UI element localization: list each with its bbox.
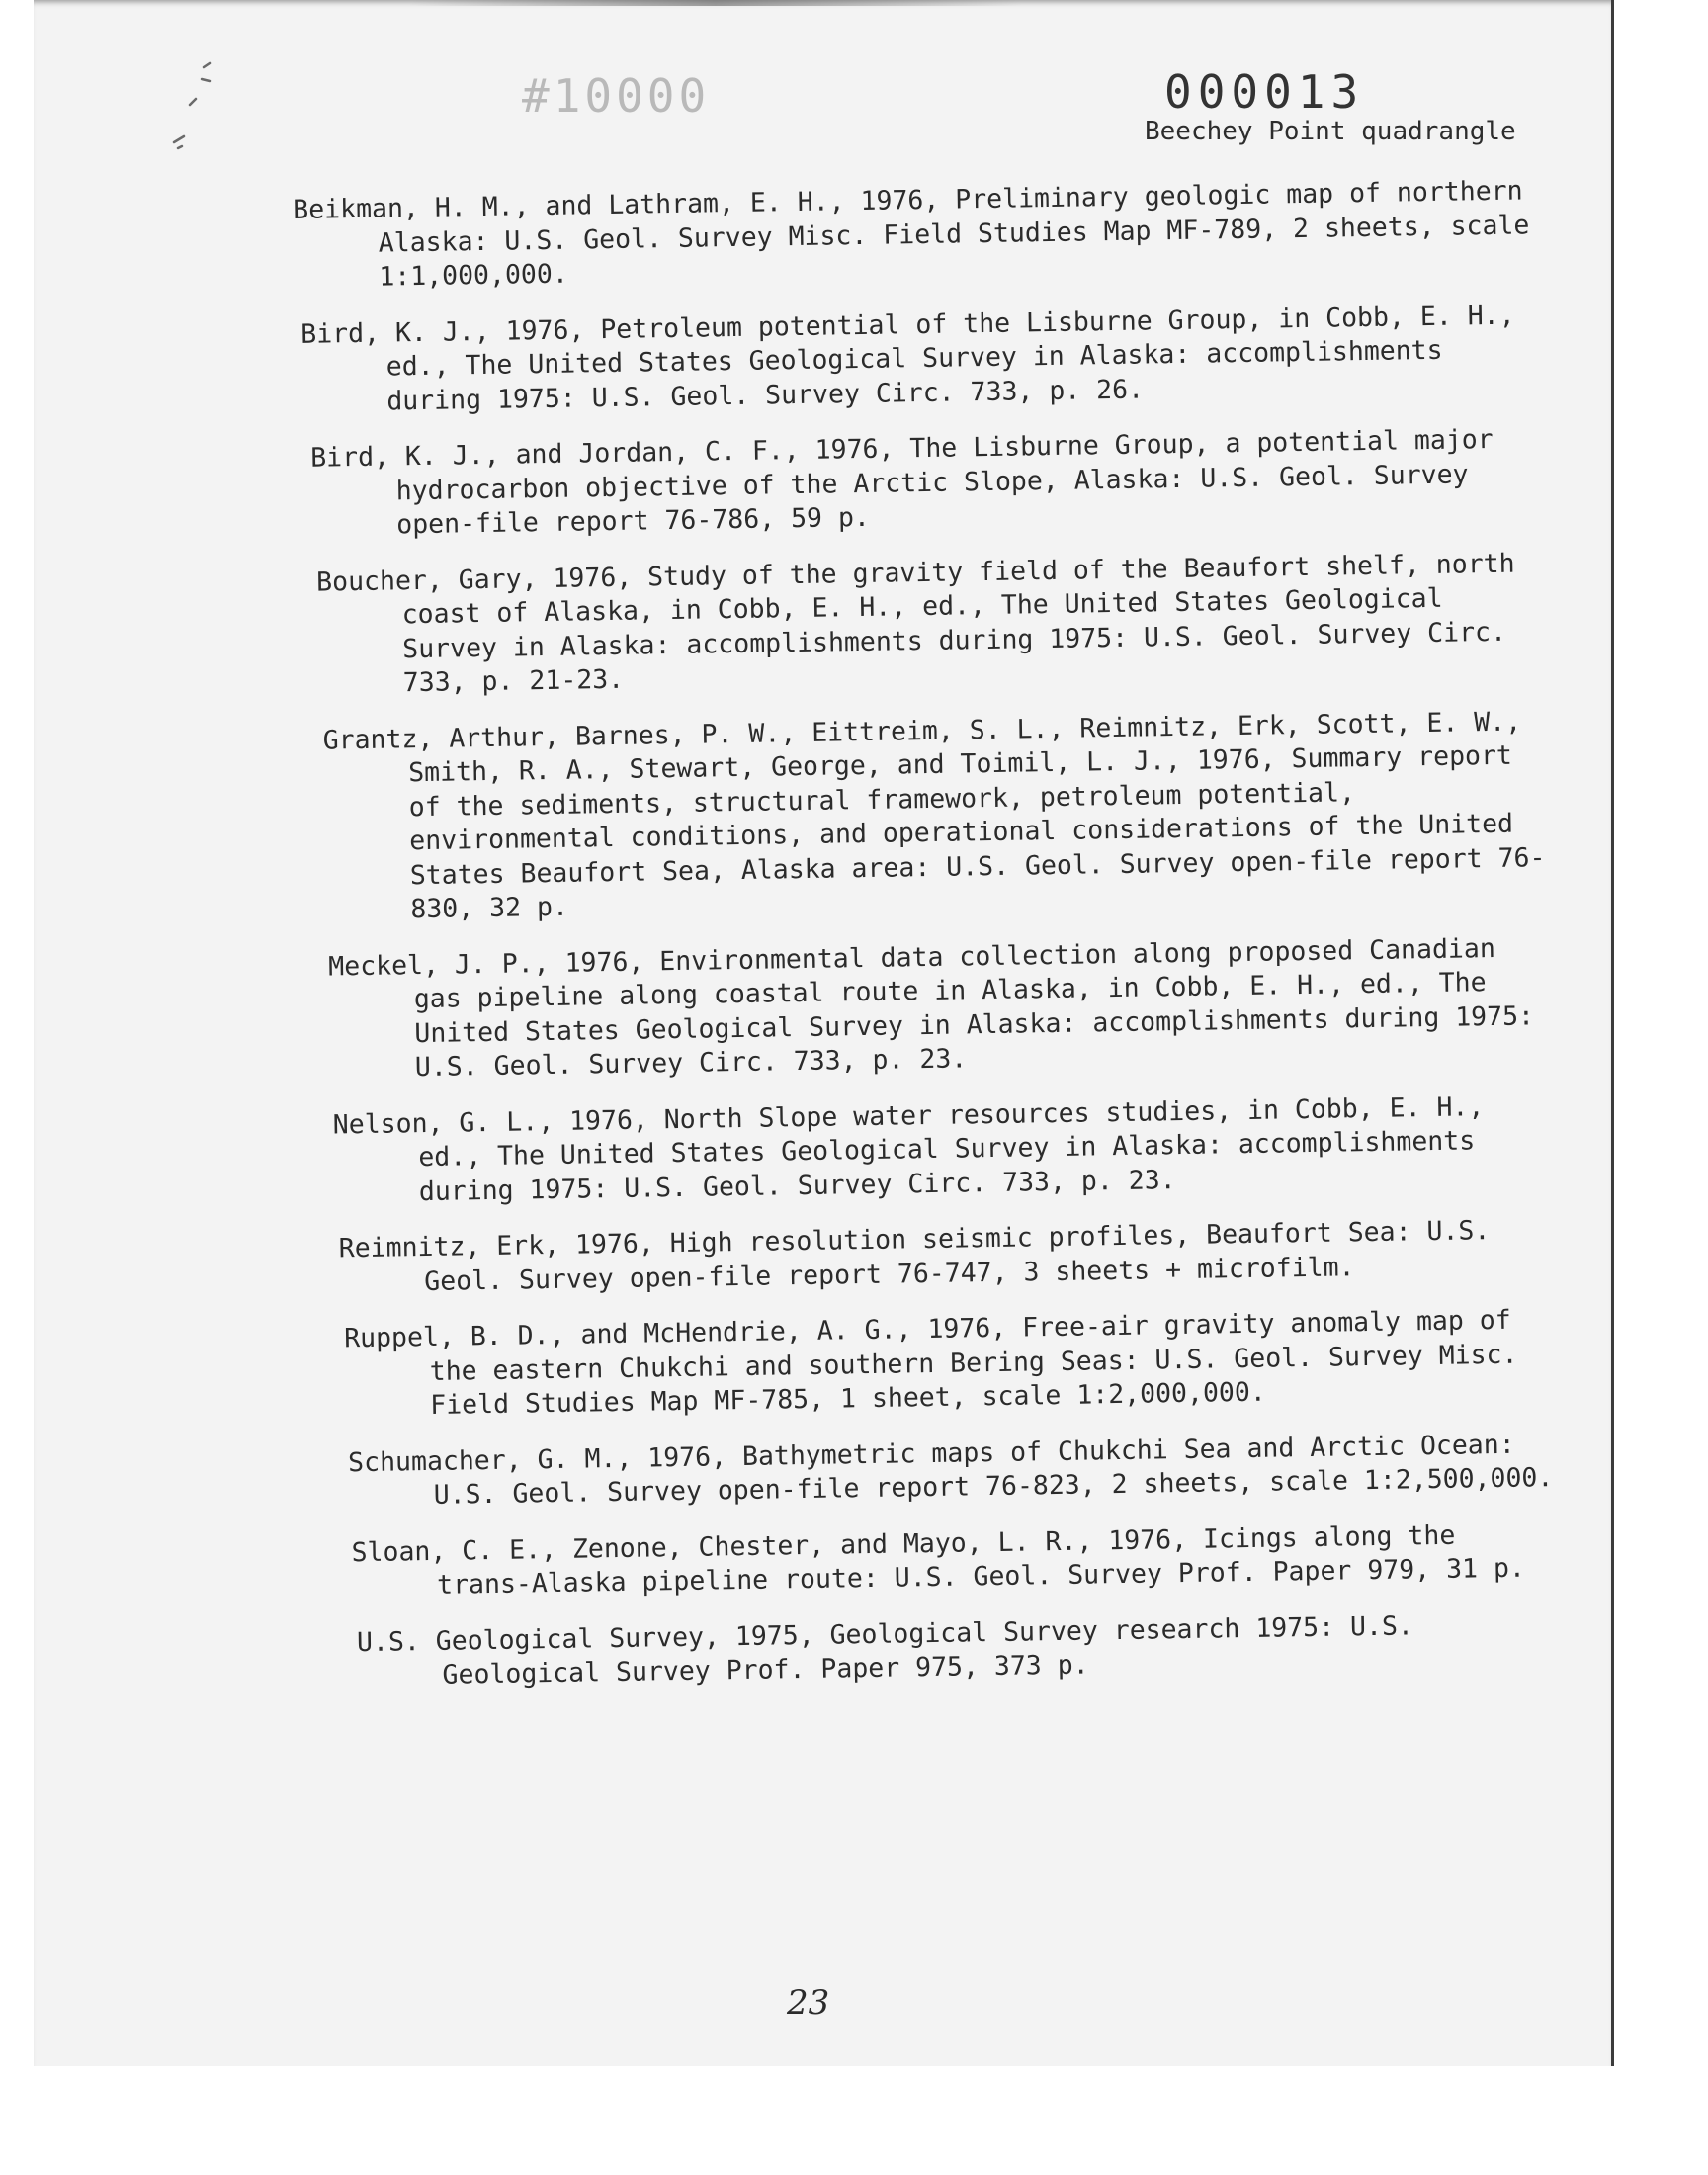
document-number-stamp: 000013	[1164, 65, 1365, 119]
reference-item: Schumacher, G. M., 1976, Bathymetric maps of Chukchi Sea and Arctic Ocean: U.S. Geol. Survey open-file report 76-823, 2 sheets, scale 1:2,500,000.	[347, 1429, 1554, 1511]
reference-item: Grantz, Arthur, Barnes, P. W., Eittreim, S. L., Reimnitz, Erk, Scott, E. W., Smith, R. A., Stewart, George, and Toimil, L. J., 1976, Summary report of the sediments, structural framework, petroleum potential, environmental conditions, and operational considerations of the United States Beaufort Sea, Alaska area: U.S. Geol. Survey open-file report 76-830, 32 p.	[322, 706, 1546, 925]
reference-item: Bird, K. J., 1976, Petroleum potential of the Lisburne Group, in Cobb, E. H., ed., The United States Geological Survey in Alaska: accomplishments during 1975: U.S. Geol. Survey Circ. 733, p. 26.	[299, 300, 1515, 417]
reference-item: Boucher, Gary, 1976, Study of the gravity field of the Beaufort shelf, north coast of Alaska, in Cobb, E. H., ed., The United States Geological Survey in Alaska: accomplishments during 1975: U.S. Geol. Survey Circ. 733, p. 21-23.	[315, 548, 1515, 699]
pencil-marks	[152, 59, 221, 158]
reference-list	[293, 174, 1562, 1716]
quadrangle-heading: Beechey Point quadrangle	[1145, 117, 1516, 146]
faint-stamp-number: #10000	[522, 69, 711, 123]
reference-item: U.S. Geological Survey, 1975, Geological Survey research 1975: U.S. Geological Survey Prof. Paper 975, 373 p.	[356, 1610, 1414, 1691]
reference-item: Reimnitz, Erk, 1976, High resolution seismic profiles, Beaufort Sea: U.S. Geol. Survey open-file report 76-747, 3 sheets + microfilm.	[338, 1215, 1491, 1297]
page-number: 23	[787, 1983, 830, 2023]
scan-smudge	[409, 0, 1022, 6]
reference-item: Ruppel, B. D., and McHendrie, A. G., 1976, Free-air gravity anomaly map of the eastern Chukchi and southern Bering Seas: U.S. Geol. Survey Misc. Field Studies Map MF-785, 1 sheet, scale 1:2,000,000.	[343, 1304, 1518, 1421]
reference-item: Meckel, J. P., 1976, Environmental data collection along proposed Canadian gas pipeline along coastal route in Alaska, in Cobb, E. H., ed., The United States Geological Survey in Alaska: accomplishments during 1975: U.S. Geol. Survey Circ. 733, p. 23.	[328, 932, 1535, 1084]
reference-item: Sloan, C. E., Zenone, Chester, and Mayo, L. R., 1976, Icings along the trans-Alaska pipeline route: U.S. Geol. Survey Prof. Paper 979, 31 p.	[351, 1520, 1526, 1601]
reference-item: Nelson, G. L., 1976, North Slope water resources studies, in Cobb, E. H., ed., The United States Geological Survey in Alaska: accomplishments during 1975: U.S. Geol. Survey Circ. 733, p. 23.	[332, 1090, 1485, 1207]
reference-item: Bird, K. J., and Jordan, C. F., 1976, The Lisburne Group, a potential major hydrocarbon objective of the Arctic Slope, Alaska: U.S. Geol. Survey open-file report 76-786, 59 p.	[309, 423, 1494, 541]
document-page	[34, 0, 1614, 2066]
reference-item: Beikman, H. M., and Lathram, E. H., 1976, Preliminary geologic map of northern Alaska: U.S. Geol. Survey Misc. Field Studies Map MF-789, 2 sheets, scale 1:1,000,000.	[293, 175, 1530, 293]
